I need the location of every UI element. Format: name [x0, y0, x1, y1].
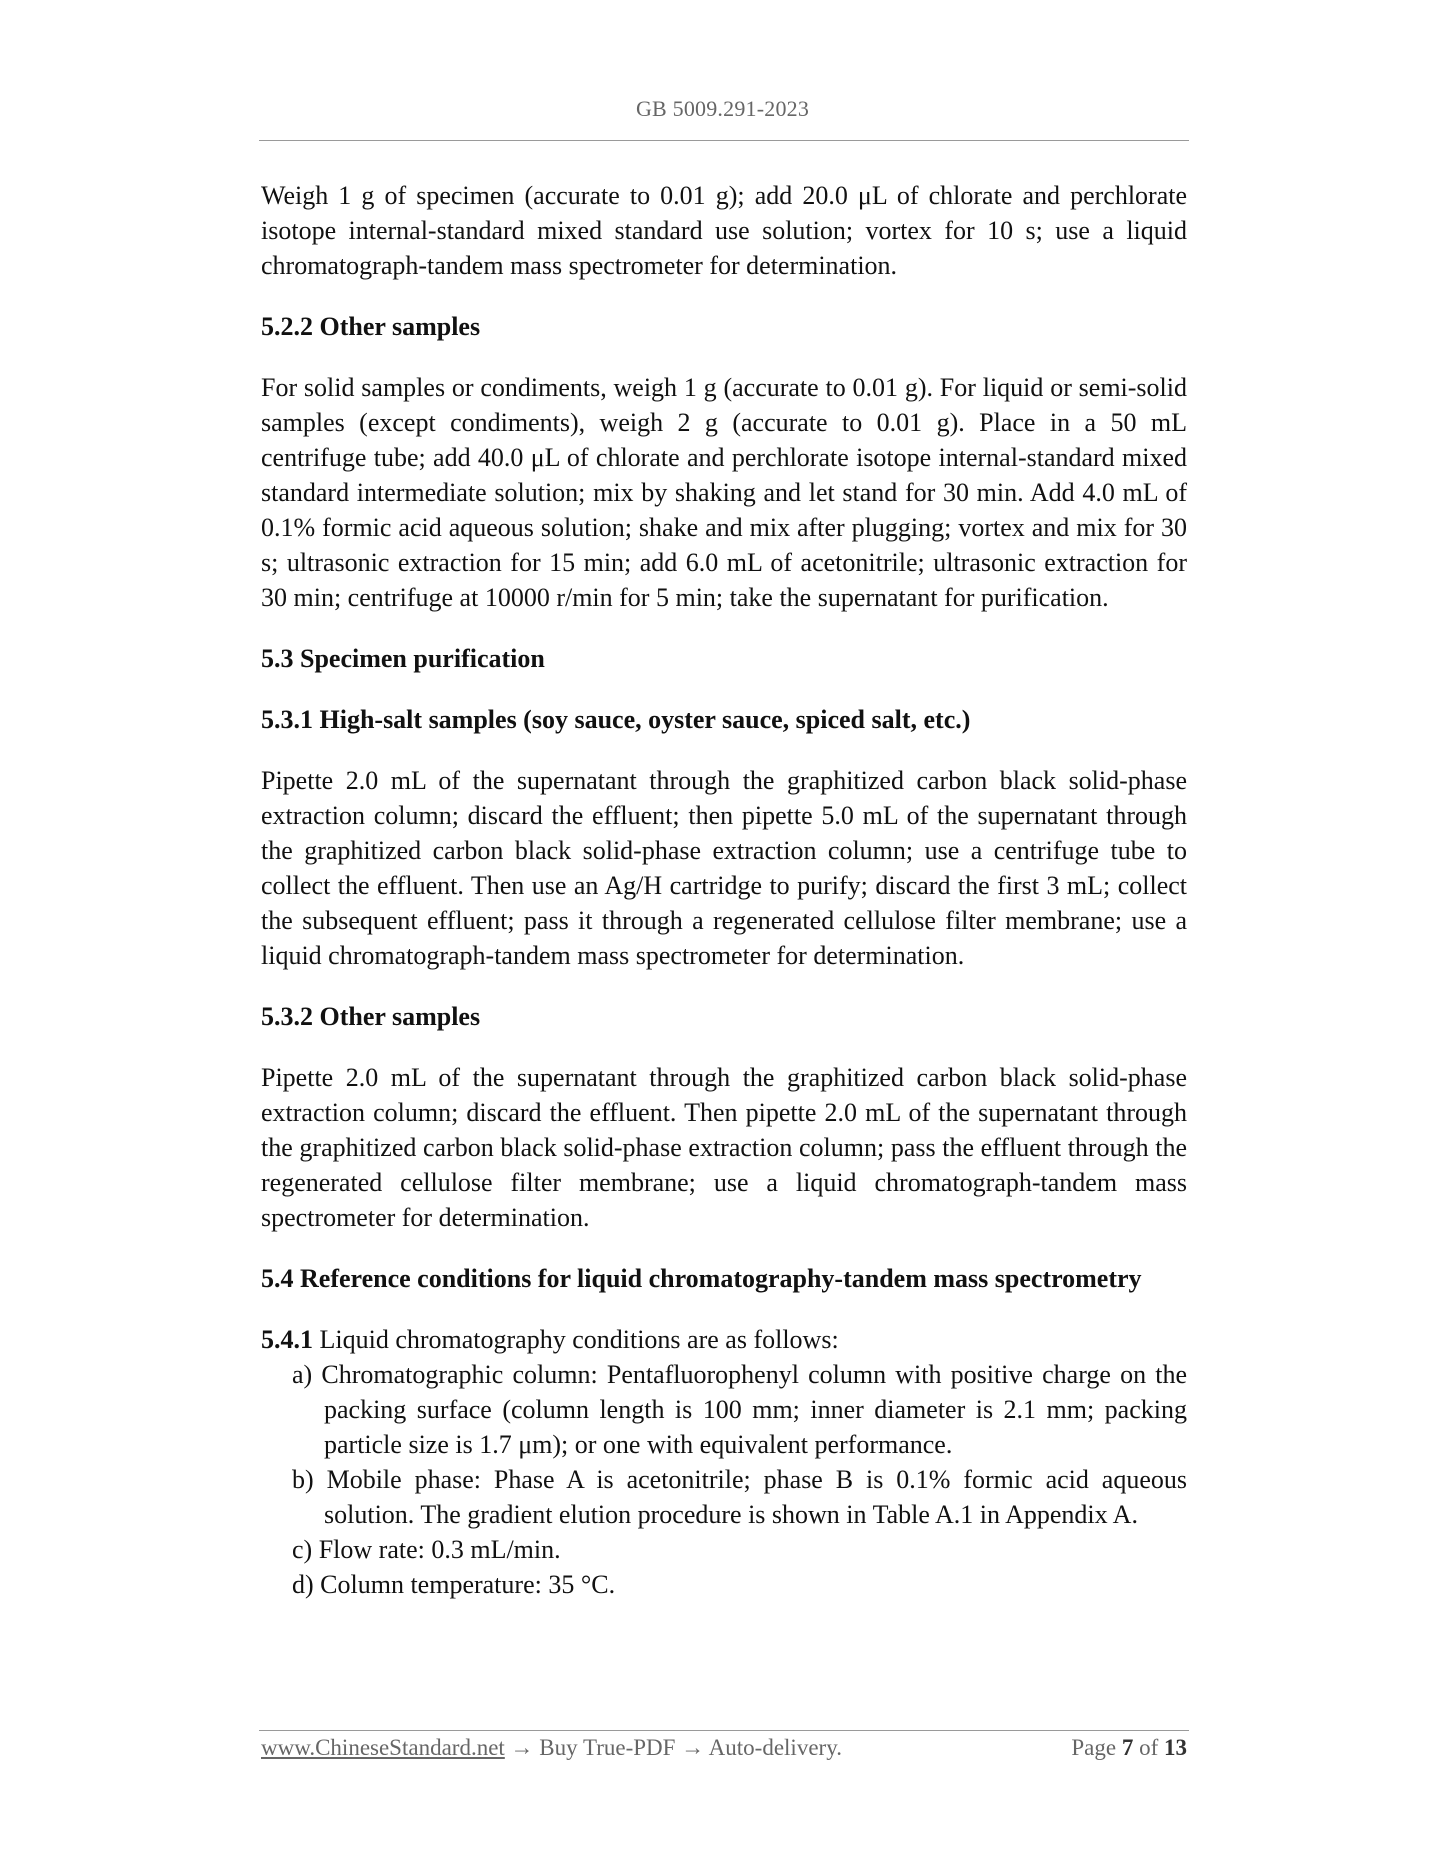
clause-number-5-4-1: 5.4.1 — [261, 1325, 313, 1354]
list-item — [292, 1532, 1187, 1567]
paragraph-5-4-1 — [261, 1322, 1187, 1357]
of-label: of — [1133, 1735, 1164, 1760]
list-item-text: Mobile phase: Phase A is acetonitrile; phase B is 0.1% formic acid aqueous solution. The gradient elution procedure is shown in Table A.1 in Appendix A. — [324, 1465, 1187, 1529]
paragraph-weigh-specimen: Weigh 1 g of specimen (accurate to 0.01 g); add 20.0 μL of chlorate and perchlorate isotope internal-standard mixed standard use solution; vortex for 10 s; use a liquid chromatograph-tandem mass spectrometer for determination. — [261, 181, 1187, 280]
list-item — [292, 1462, 1187, 1532]
paragraph-5-3-2: Pipette 2.0 mL of the supernatant through the graphitized carbon black solid-phase extraction column; discard the effluent. Then pipette 2.0 mL of the supernatant through the graphitized carbon black solid-phase extraction column; pass the effluent through the regenerated cellulose filter membrane; use a liquid chromatograph-tandem mass spectrometer for determination. — [261, 1063, 1187, 1232]
list-item-text: Column temperature: 35 °C. — [320, 1570, 616, 1599]
header-divider — [259, 140, 1189, 141]
arrow-right-icon: → — [675, 1735, 709, 1760]
footer-divider — [259, 1730, 1189, 1731]
list-marker: d) — [292, 1570, 321, 1599]
delivery-text: Auto-delivery. — [708, 1735, 842, 1760]
running-header: GB 5009.291-2023 — [635, 96, 810, 121]
list-item — [292, 1567, 1187, 1602]
buy-text: Buy True-PDF — [539, 1735, 676, 1760]
heading-5-3-2: 5.3.2 Other samples — [261, 1002, 481, 1031]
page-body — [261, 178, 1187, 1602]
heading-5-4: 5.4 Reference conditions for liquid chromatography-tandem mass spectrometry — [261, 1264, 1142, 1293]
page-label: Page — [1071, 1735, 1122, 1760]
heading-5-3: 5.3 Specimen purification — [261, 644, 545, 673]
footer-promo — [261, 1735, 842, 1761]
list-marker: b) — [292, 1465, 327, 1494]
list-item — [292, 1357, 1187, 1462]
heading-5-3-1: 5.3.1 High-salt samples (soy sauce, oyster sauce, spiced salt, etc.) — [261, 705, 971, 734]
paragraph-5-3-1: Pipette 2.0 mL of the supernatant through the graphitized carbon black solid-phase extraction column; discard the effluent; then pipette 5.0 mL of the supernatant through the graphitized carbon black solid-phase extraction column; use a centrifuge tube to collect the effluent. Then use an Ag/H cartridge to purify; discard the first 3 mL; collect the subsequent effluent; pass it through a regenerated cellulose filter membrane; use a liquid chromatograph-tandem mass spectrometer for determination. — [261, 766, 1187, 970]
page-number — [1071, 1735, 1187, 1761]
current-page: 7 — [1121, 1735, 1134, 1760]
total-pages: 13 — [1164, 1735, 1187, 1760]
paragraph-5-2-2: For solid samples or condiments, weigh 1 g (accurate to 0.01 g). For liquid or semi-solid samples (except condiments), weigh 2 g (accurate to 0.01 g). Place in a 50 mL centrifuge tube; add 40.0 μL of chlorate and perchlorate isotope internal-standard mixed standard intermediate solution; mix by shaking and let stand for 30 min. Add 4.0 mL of 0.1% formic acid aqueous solution; shake and mix after plugging; vortex and mix for 30 s; ultrasonic extraction for 15 min; add 6.0 mL of acetonitrile; ultrasonic extraction for 30 min; centrifuge at 10000 r/min for 5 min; take the supernatant for purification. — [261, 373, 1187, 612]
list-marker: c) — [292, 1535, 319, 1564]
list-item-text: Flow rate: 0.3 mL/min. — [318, 1535, 561, 1564]
conditions-list — [261, 1357, 1187, 1602]
list-item-text: Chromatographic column: Pentafluorophenyl column with positive charge on the packing surface (column length is 100 mm; inner diameter is 2.1 mm; packing particle size is 1.7 μm); or one with equivalent performance. — [321, 1360, 1188, 1459]
clause-text-5-4-1: Liquid chromatography conditions are as follows: — [313, 1325, 839, 1354]
heading-5-2-2: 5.2.2 Other samples — [261, 312, 481, 341]
site-link[interactable]: www.ChineseStandard.net — [261, 1735, 505, 1760]
arrow-right-icon: → — [504, 1735, 540, 1760]
list-marker: a) — [292, 1360, 322, 1389]
